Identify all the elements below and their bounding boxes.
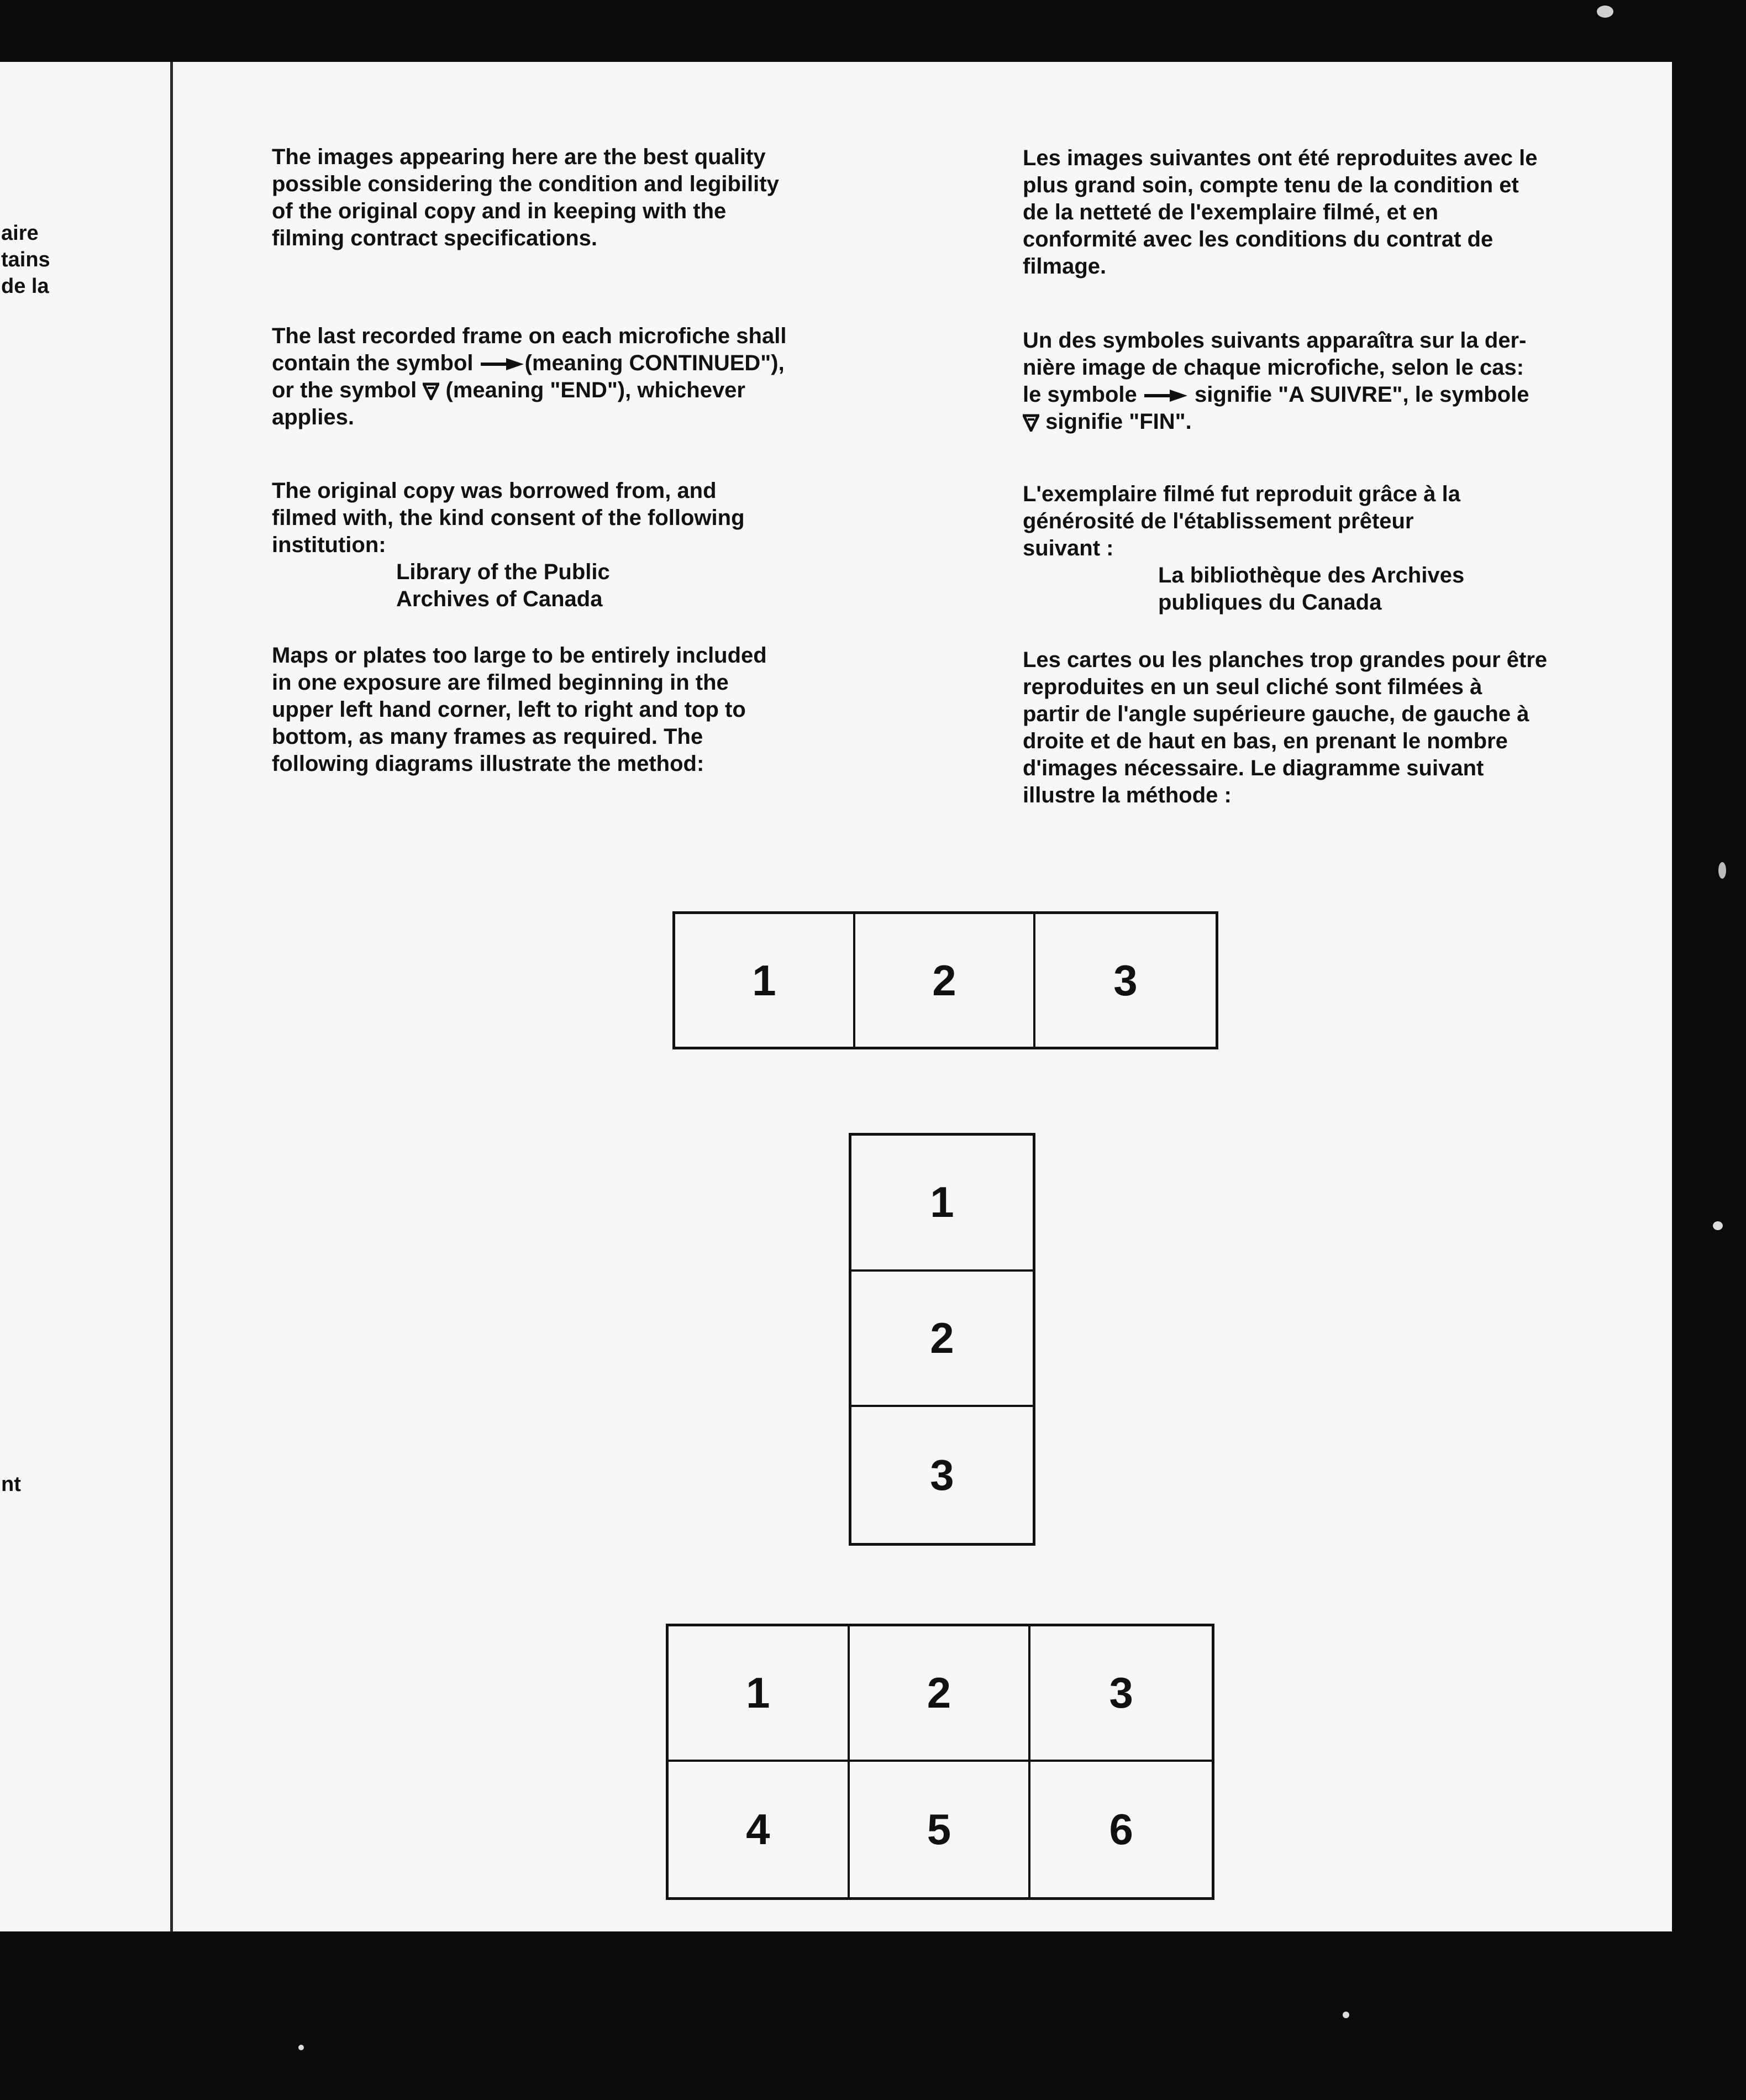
text-line: of the original copy and in keeping with the — [272, 199, 727, 223]
dust-speck — [298, 2045, 304, 2050]
institution-line: La bibliothèque des Archives — [1158, 563, 1465, 587]
institution-line: publiques du Canada — [1158, 590, 1382, 615]
diagram-vertical-strip — [849, 1133, 1035, 1546]
text-line: following diagrams illustrate the method: — [272, 752, 704, 776]
text-line: Maps or plates too large to be entirely included — [272, 643, 767, 668]
text-line: The original copy was borrowed from, and — [272, 479, 717, 503]
text-line: applies. — [272, 405, 354, 429]
text-line: filming contract specifications. — [272, 226, 598, 250]
frame-cell: 5 — [850, 1762, 1031, 1897]
frame-cell: 6 — [1109, 1805, 1133, 1854]
text-line — [1023, 408, 1529, 435]
diagram-grid-2x3 — [666, 1624, 1214, 1900]
document-page — [0, 62, 1672, 1931]
text-line: de la netteté de l'exemplaire filmé, et en — [1023, 200, 1439, 224]
frame-cell: 2 — [855, 914, 1035, 1047]
edge-fragment: nt — [1, 1473, 21, 1496]
text-fragment: signifie "FIN". — [1045, 410, 1192, 434]
dust-speck — [1713, 1221, 1723, 1230]
frame-cell: 1 — [851, 1136, 1033, 1272]
text-fragment: or the symbol — [272, 378, 417, 402]
text-fragment: (meaning CONTINUED"), — [524, 351, 785, 375]
text-line — [1023, 381, 1529, 408]
french-intro-paragraph — [1023, 145, 1537, 280]
text-line: Un des symboles suivants apparaîtra sur la der- — [1023, 328, 1527, 353]
text-line: partir de l'angle supérieure gauche, de gauche à — [1023, 702, 1529, 726]
frame-cell: 3 — [1030, 1626, 1212, 1762]
french-symbols-paragraph — [1023, 327, 1529, 435]
frame-cell: 1 — [675, 914, 855, 1047]
text-line: Les cartes ou les planches trop grandes pour être — [1023, 648, 1548, 672]
frame-cell: 3 — [1113, 956, 1138, 1005]
text-line: possible considering the condition and legibility — [272, 172, 779, 196]
text-line: Les images suivantes ont été reproduites avec le — [1023, 146, 1538, 170]
text-line — [272, 350, 786, 377]
institution-line: Archives of Canada — [396, 587, 603, 611]
text-line: plus grand soin, compte tenu de la condition et — [1023, 173, 1519, 197]
text-line: droite et de haut en bas, en prenant le nombre — [1023, 729, 1508, 753]
text-line — [272, 377, 786, 404]
dust-speck — [1597, 6, 1613, 18]
text-line: bottom, as many frames as required. The — [272, 725, 703, 749]
text-line: The last recorded frame on each microfiche shall — [272, 324, 787, 348]
text-line: suivant : — [1023, 536, 1114, 560]
continued-arrow-icon — [480, 357, 525, 371]
text-line: générosité de l'établissement prêteur — [1023, 509, 1414, 533]
text-line: institution: — [272, 533, 386, 557]
text-line: filmed with, the kind consent of the following — [272, 506, 745, 530]
edge-fragment: aire — [1, 222, 39, 245]
english-maps-paragraph — [272, 642, 767, 778]
text-fragment: contain the symbol — [272, 351, 474, 375]
page-fold-line — [170, 62, 173, 1931]
french-lender-paragraph — [1023, 481, 1464, 616]
text-line: reproduites en un seul cliché sont filmées à — [1023, 675, 1482, 699]
french-maps-paragraph — [1023, 647, 1547, 809]
dust-speck — [1718, 862, 1726, 879]
continued-arrow-icon — [1143, 389, 1188, 403]
text-fragment: le symbole — [1023, 382, 1137, 407]
text-line: The images appearing here are the best quality — [272, 145, 766, 169]
edge-fragment: de la — [1, 275, 49, 298]
text-line: conformité avec les conditions du contrat de — [1023, 227, 1493, 251]
text-fragment: (meaning "END"), whichever — [445, 378, 745, 402]
edge-fragment: tains — [1, 248, 50, 271]
text-line: d'images nécessaire. Le diagramme suivant — [1023, 756, 1484, 780]
institution-line: Library of the Public — [396, 560, 610, 584]
frame-cell: 3 — [930, 1450, 954, 1499]
frame-cell: 2 — [851, 1272, 1033, 1408]
text-line: in one exposure are filmed beginning in the — [272, 670, 729, 695]
english-intro-paragraph — [272, 144, 779, 252]
dust-speck — [1343, 2012, 1349, 2018]
frame-cell: 2 — [850, 1626, 1031, 1762]
text-fragment: signifie "A SUIVRE", le symbole — [1195, 382, 1529, 407]
english-symbols-paragraph — [272, 323, 786, 431]
text-line: filmage. — [1023, 254, 1107, 279]
text-line: L'exemplaire filmé fut reproduit grâce à la — [1023, 482, 1460, 506]
text-line: nière image de chaque microfiche, selon le cas: — [1023, 355, 1524, 380]
end-triangle-icon — [423, 382, 439, 400]
text-line: upper left hand corner, left to right and top to — [272, 697, 746, 722]
english-lender-paragraph — [272, 477, 745, 613]
frame-cell: 4 — [669, 1762, 850, 1897]
end-triangle-icon — [1023, 414, 1039, 432]
text-line: illustre la méthode : — [1023, 783, 1232, 807]
frame-cell: 1 — [669, 1626, 850, 1762]
diagram-horizontal-strip — [672, 911, 1218, 1049]
